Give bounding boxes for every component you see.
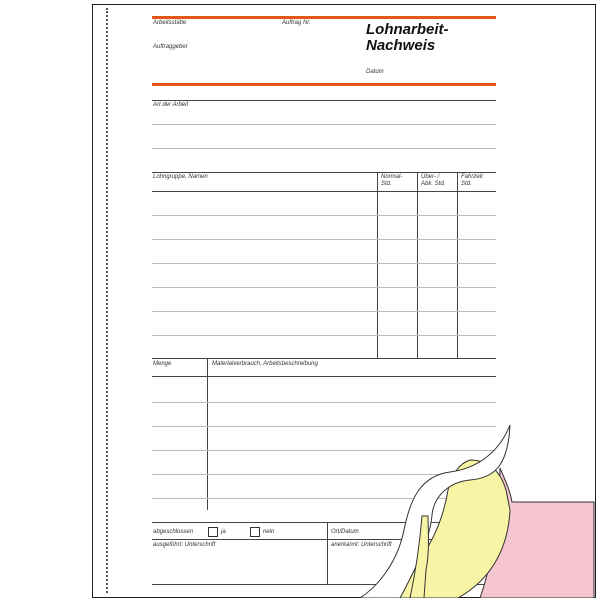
- hours-row-line: [152, 239, 496, 240]
- label-anerkannt-unterschrift: anerkannt: Unterschrift: [331, 542, 392, 548]
- material-col-divider: [207, 358, 208, 510]
- label-arbeitsstaette: Arbeitsstätte: [153, 20, 187, 26]
- header-bottom-rule: [152, 83, 496, 86]
- header-top-rule: [152, 16, 496, 19]
- footer-divider: [327, 522, 328, 584]
- header-materialverbrauch: Materialverbrauch, Arbeitsbeschreibung: [212, 361, 318, 367]
- form-title: Lohnarbeit- Nachweis: [366, 21, 449, 54]
- label-art-der-arbeit: Art der Arbeit: [153, 102, 189, 108]
- art-der-arbeit-top-rule: [152, 100, 496, 101]
- hours-row-line: [152, 287, 496, 288]
- label-ort-datum: Ort/Datum: [331, 529, 359, 535]
- label-auftraggeber: Auftraggeber: [153, 44, 188, 50]
- label-ja: ja: [221, 529, 226, 535]
- art-der-arbeit-line: [152, 124, 496, 125]
- label-datum: Datum: [366, 69, 384, 75]
- hours-row-line: [152, 311, 496, 312]
- material-header-rule: [152, 376, 496, 377]
- hours-col-divider: [457, 172, 458, 358]
- label-auftrag-nr: Auftrag Nr.: [282, 20, 311, 26]
- hours-table-top-rule: [152, 172, 496, 173]
- hours-col-divider: [417, 172, 418, 358]
- hours-header-rule: [152, 191, 496, 192]
- material-row-line: [152, 402, 496, 403]
- material-table-top-rule: [152, 358, 496, 359]
- header-fahrzeit-std: Fahrzeit Std.: [461, 174, 483, 187]
- checkbox-nein[interactable]: [250, 527, 260, 537]
- page-curl-copies: [340, 420, 596, 598]
- hours-row-line: [152, 215, 496, 216]
- header-menge: Menge: [153, 361, 172, 367]
- hours-row-line: [152, 263, 496, 264]
- art-der-arbeit-line: [152, 148, 496, 149]
- label-ausgefuehrt-unterschrift: ausgeführt: Unterschrift: [153, 542, 216, 548]
- header-lohngruppe: Lohngruppe, Namen: [153, 174, 208, 180]
- header-ueber-std: Über- / Abk. Std.: [421, 174, 446, 187]
- header-normal-std: Normal- Std.: [381, 174, 403, 187]
- perforation-line: [106, 8, 108, 593]
- checkbox-ja[interactable]: [208, 527, 218, 537]
- hours-col-divider: [377, 172, 378, 358]
- label-nein: nein: [263, 529, 275, 535]
- hours-row-line: [152, 335, 496, 336]
- label-abgeschlossen: abgeschlossen: [153, 529, 194, 535]
